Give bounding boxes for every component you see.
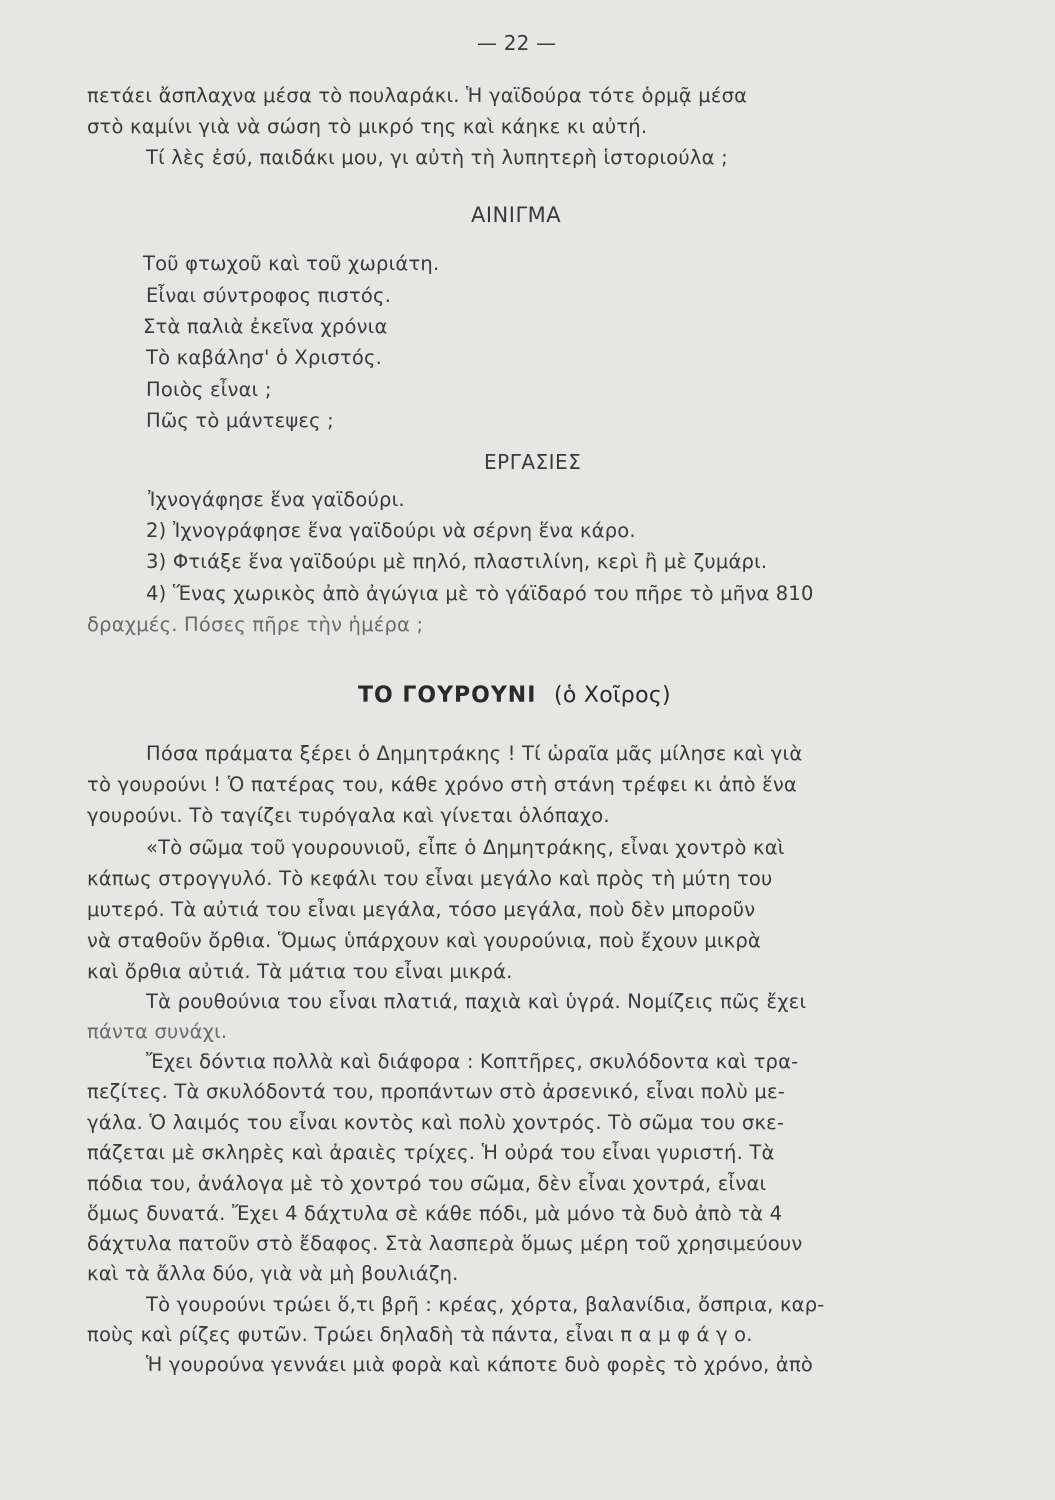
text-line: Τὸ γουρούνι τρώει ὅ,τι βρῆ : κρέας, χόρτα, βαλανίδια, ὄσπρια, καρ- bbox=[146, 1293, 825, 1316]
text-line: πάντα συνάχι. bbox=[87, 1020, 228, 1043]
text-line: καὶ ὄρθια αὐτιά. Τὰ μάτια του εἶναι μικρά. bbox=[87, 960, 513, 983]
text-line: ΤΟ ΓΟΥΡΟΥΝΙ bbox=[358, 683, 537, 708]
text-line: — 22 — bbox=[477, 31, 557, 55]
text-line: Στὰ παλιὰ ἐκεῖνα χρόνια bbox=[143, 315, 388, 338]
text-line: κάπως στρογγυλό. Τὸ κεφάλι του εἶναι μεγάλο καὶ πρὸς τὴ μύτη του bbox=[87, 867, 773, 890]
text-line: Τοῦ φτωχοῦ καὶ τοῦ χωριάτη. bbox=[143, 252, 440, 275]
text-line: τὸ γουρούνι ! Ὁ πατέρας του, κάθε χρόνο στὴ στάνη τρέφει κι ἀπὸ ἕνα bbox=[87, 773, 797, 796]
section-subtitle: (ὁ Χοῖρος) bbox=[554, 683, 671, 708]
text-line: Ποιὸς εἶναι ; bbox=[146, 378, 272, 401]
text-line: Πῶς τὸ μάντεψες ; bbox=[146, 409, 334, 432]
text-line: γουρούνι. Τὸ ταγίζει τυρόγαλα καὶ γίνεται ὁλόπαχο. bbox=[87, 804, 610, 827]
text-line: ὅμως δυνατά. Ἔχει 4 δάχτυλα σὲ κάθε πόδι, μὰ μόνο τὰ δυὸ ἀπὸ τὰ 4 bbox=[87, 1202, 783, 1225]
text-line: 4) Ἕνας χωρικὸς ἀπὸ ἀγώγια μὲ τὸ γάϊδαρό του πῆρε τὸ μῆνα 810 bbox=[146, 582, 814, 605]
text-line: Εἶναι σύντροφος πιστός. bbox=[146, 284, 392, 307]
text-line: μυτερό. Τὰ αὐτιά του εἶναι μεγάλα, τόσο μεγάλα, ποὺ δὲν μποροῦν bbox=[87, 898, 756, 921]
text-line: στὸ καμίνι γιὰ νὰ σώση τὸ μικρό της καὶ κάηκε κι αὐτή. bbox=[87, 115, 648, 138]
text-line: «Τὸ σῶμα τοῦ γουρουνιοῦ, εἶπε ὁ Δημητράκης, εἶναι χοντρὸ καὶ bbox=[146, 836, 785, 859]
text-line: ποὺς καὶ ρίζες φυτῶν. Τρώει δηλαδὴ τὰ πάντα, εἶναι π α μ φ ά γ ο. bbox=[87, 1323, 753, 1346]
text-line: ΑΙΝΙΓΜΑ bbox=[471, 203, 562, 227]
text-line: Τὸ καβάλησ' ὁ Χριστός. bbox=[146, 346, 383, 369]
text-line: δάχτυλα πατοῦν στὸ ἔδαφος. Στὰ λασπερὰ ὅμως μέρη τοῦ χρησιμεύουν bbox=[87, 1232, 803, 1255]
text-line: πόδια του, ἀνάλογα μὲ τὸ χοντρό του σῶμα, δὲν εἶναι χοντρά, εἶναι bbox=[87, 1172, 767, 1195]
text-line: 2) Ἰχνογράφησε ἕνα γαϊδούρι νὰ σέρνη ἕνα κάρο. bbox=[146, 519, 636, 542]
text-line: γάλα. Ὁ λαιμός του εἶναι κοντὸς καὶ πολὺ χοντρός. Τὸ σῶμα του σκε- bbox=[87, 1111, 785, 1134]
text-line: Ἡ γουρούνα γεννάει μιὰ φορὰ καὶ κάποτε δυὸ φορὲς τὸ χρόνο, ἀπὸ bbox=[146, 1353, 814, 1376]
text-line: νὰ σταθοῦν ὄρθια. Ὅμως ὑπάρχουν καὶ γουρούνια, ποὺ ἔχουν μικρὰ bbox=[87, 929, 761, 952]
text-line: Πόσα πράματα ξέρει ὁ Δημητράκης ! Τί ὡραῖα μᾶς μίλησε καὶ γιὰ bbox=[146, 742, 803, 765]
text-line: Τὰ ρουθούνια του εἶναι πλατιά, παχιὰ καὶ ὑγρά. Νομίζεις πῶς ἔχει bbox=[146, 990, 807, 1013]
text-line: καὶ τὰ ἄλλα δύο, γιὰ νὰ μὴ βουλιάζη. bbox=[87, 1262, 459, 1285]
text-line: ΕΡΓΑΣΙΕΣ bbox=[484, 450, 582, 474]
text-line: 3) Φτιάξε ἕνα γαϊδούρι μὲ πηλό, πλαστιλίνη, κερὶ ἢ μὲ ζυμάρι. bbox=[146, 550, 768, 573]
text-line: πετάει ἄσπλαχνα μέσα τὸ πουλαράκι. Ἡ γαϊδούρα τότε ὁρμᾷ μέσα bbox=[87, 84, 748, 107]
text-line: Τί λὲς ἐσύ, παιδάκι μου, γι αὐτὴ τὴ λυπητερὴ ἱστοριούλα ; bbox=[146, 146, 728, 169]
text-line: δραχμές. Πόσες πῆρε τὴν ἡμέρα ; bbox=[87, 613, 424, 636]
text-line: Ἰχνογάφησε ἕνα γαϊδούρι. bbox=[148, 488, 405, 511]
text-line: πεζίτες. Τὰ σκυλόδοντά του, προπάντων στὸ ἀρσενικό, εἶναι πολὺ με- bbox=[87, 1080, 785, 1103]
text-line: Ἔχει δόντια πολλὰ καὶ διάφορα : Κοπτῆρες, σκυλόδοντα καὶ τρα- bbox=[146, 1050, 799, 1073]
text-line: πάζεται μὲ σκληρὲς καὶ ἀραιὲς τρίχες. Ἡ οὐρά του εἶναι γυριστή. Τὰ bbox=[87, 1141, 775, 1164]
